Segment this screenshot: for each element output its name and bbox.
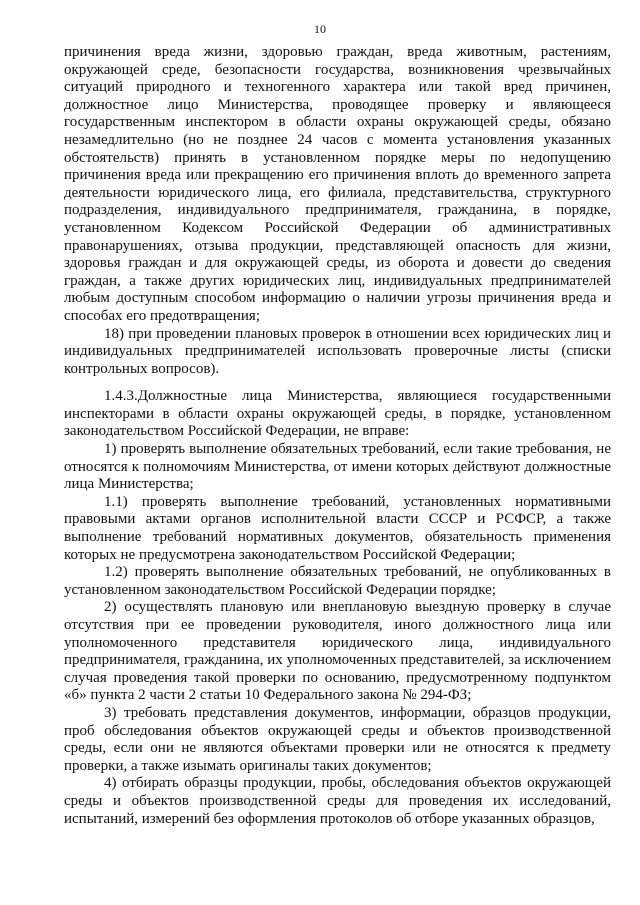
paragraph-section-1-4-3: 1.4.3.Должностные лица Министерства, являющиеся государственными инспекторами в области охраны окружающей среды, в порядке, установленном законодательством Российской Федерации, не вправе: (64, 388, 611, 440)
document-body (64, 44, 611, 828)
paragraph-item-3: 3) требовать представления документов, информации, образцов продукции, проб обследования объектов окружающей среды и объектов производственной среды, если они не являются объектами проверки или не относятся к предмету проверки, а также изымать оригиналы таких документов; (64, 704, 611, 774)
paragraph-item-2: 2) осуществлять плановую или внеплановую выездную проверку в случае отсутствия при ее проведении руководителя, иного должностного лица или уполномоченного представителя юридического лица, индивидуального предпринимателя, гражданина, их уполномоченных представителей, за исключением случая проведения такой проверки по основанию, предусмотренному подпунктом «б» пункта 2 части 2 статьи 10 Федерального закона № 294-ФЗ; (64, 599, 611, 704)
paragraph-item-1-2: 1.2) проверять выполнение обязательных требований, не опубликованных в установленном законодательством Российской Федерации порядке; (64, 564, 611, 598)
paragraph-item-1-1: 1.1) проверять выполнение требований, установленных нормативными правовыми актами органов исполнительной власти СССР и РСФСР, а также выполнение требований нормативных документов, обязательность применения которых не предусмотрена законодательством Российской Федерации; (64, 493, 611, 563)
page-number: 10 (314, 22, 326, 36)
paragraph-item-1: 1) проверять выполнение обязательных требований, если такие требования, не относятся к полномочиям Министерства, от имени которых действуют должностные лица Министерства; (64, 441, 611, 493)
paragraph-item-4: 4) отбирать образцы продукции, пробы, обследования объектов окружающей среды и объектов производственной среды для проведения их исследований, испытаний, измерений без оформления протоколов об отборе указанных образцов, (64, 775, 611, 827)
paragraph-continuation: причинения вреда жизни, здоровью граждан, вреда животным, растениям, окружающей среде, безопасности государства, возникновения чрезвычайных ситуаций природного и техногенного характера или такой вред причинен, должностное лицо Министерства, проводящее проверку и являющееся государственным инспектором в области охраны окружающей среды, обязано незамедлительно (но не позднее 24 часов с момента установления указанных обстоятельств) принять в установленном порядке меры по недопущению причинения вреда или прекращению его причинения вплоть до временного запрета деятельности юридического лица, его филиала, представительства, структурного подразделения, индивидуального предпринимателя, гражданина, в порядке, установленном Кодексом Российской Федерации об административных правонарушениях, отзыва продукции, представляющей опасность для жизни, здоровья граждан и для окружающей среды, из оборота и довести до сведения граждан, а также других юридических лиц, индивидуальных предпринимателей любым доступным способом информацию о наличии угрозы причинения вреда и способах его предотвращения; (64, 44, 611, 324)
paragraph-item-18: 18) при проведении плановых проверок в отношении всех юридических лиц и индивидуальных предпринимателей использовать проверочные листы (списки контрольных вопросов). (64, 325, 611, 377)
